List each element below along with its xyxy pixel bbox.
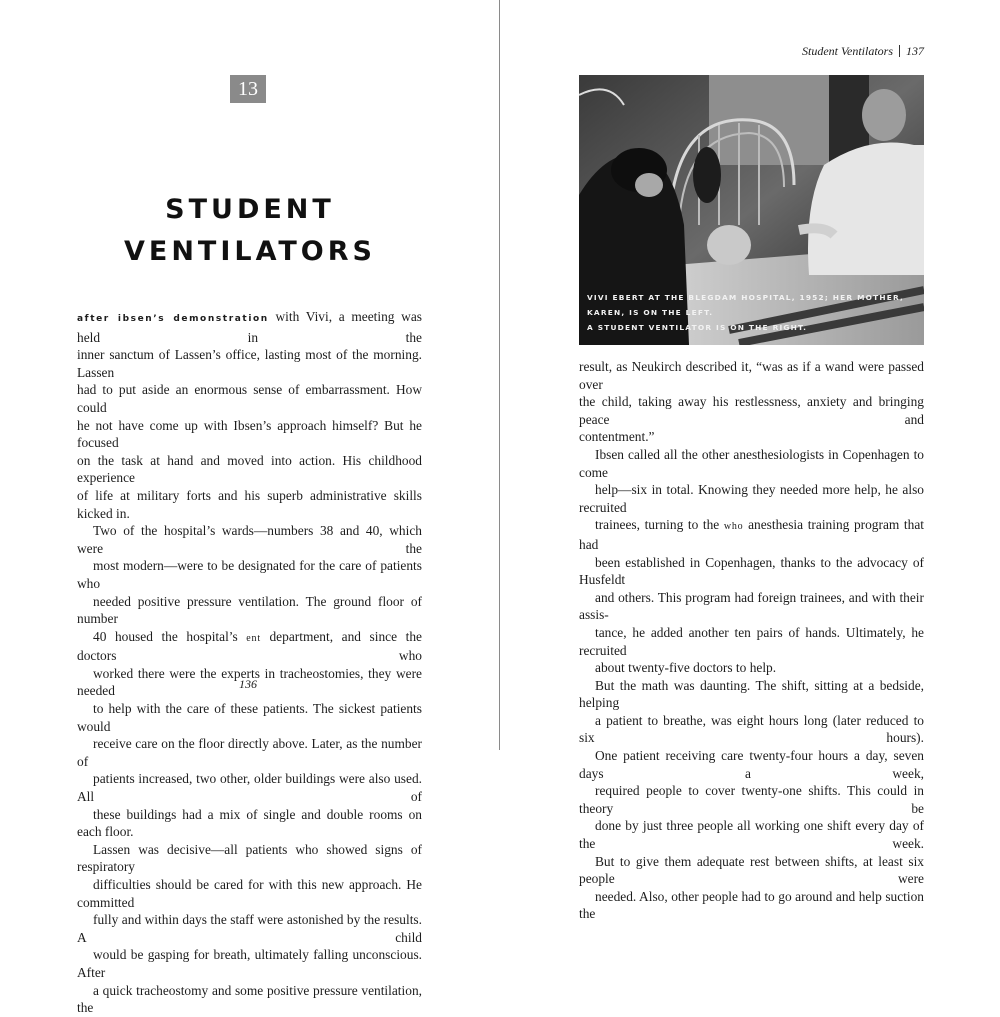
text-line: But the math was daunting. The shift, sitting at a bedside, helping [579, 677, 924, 711]
chapter-title-line-1: STUDENT [165, 194, 335, 225]
paragraph [579, 446, 924, 677]
text-line: needed positive pressure ventilation. The ground floor of number [77, 593, 422, 627]
chapter-title-line-2: VENTILATORS [123, 236, 376, 267]
left-body-text [77, 308, 422, 1017]
text-line: a patient to breathe, was eight hours long (later reduced to six hours). [579, 712, 924, 746]
right-body-text [579, 358, 924, 923]
text-line: patients increased, two other, older buildings were also used. All of [77, 771, 422, 805]
running-head-separator [899, 45, 900, 57]
text-line: about twenty-five doctors to help. [595, 660, 777, 676]
running-head [802, 44, 924, 59]
text-line: had to put aside an enormous sense of embarrassment. How could [77, 382, 422, 415]
text-line: One patient receiving care twenty-four hours a day, seven days a week, [579, 748, 924, 781]
text-line: a quick tracheostomy and some positive pressure ventilation, the [77, 982, 422, 1016]
chapter-number: 13 [238, 78, 258, 100]
text-line: But to give them adequate rest between shifts, at least six people were [579, 853, 924, 887]
text-line: Two of the hospital’s wards—numbers 38 and 40, which were the [77, 523, 422, 556]
text-line: receive care on the floor directly above. Later, as the number of [77, 736, 422, 769]
chapter-number-badge [230, 75, 266, 103]
text-line: been established in Copenhagen, thanks to the advocacy of Husfeldt [579, 554, 924, 588]
paragraph [579, 358, 924, 446]
text-line: and others. This program had foreign trainees, and with their assis- [579, 589, 924, 623]
text-line: of life at military forts and his superb administrative skills kicked in. [77, 487, 422, 521]
photo-caption-line-2: A STUDENT VENTILATOR IS ON THE RIGHT. [587, 323, 808, 332]
text-line: on the task at hand and moved into action. His childhood experience [77, 452, 422, 486]
text-line: result, as Neukirch described it, “was as if a wand were passed over [579, 359, 924, 392]
text-line: trainees, turning to the who anesthesia training program that had [579, 517, 924, 552]
lead-in-smallcaps: after ibsen’s demonstration [77, 314, 269, 324]
text-line: after ibsen’s demonstration with Vivi, a meeting was held in the [77, 309, 422, 345]
text-line: fully and within days the staff were astonished by the results. A child [77, 912, 422, 945]
text-line: tance, he added another ten pairs of hands. Ultimately, he recruited [579, 624, 924, 658]
page-number-left: 136 [239, 677, 257, 691]
text-line: to help with the care of these patients. The sickest patients would [77, 701, 422, 734]
text-line: inner sanctum of Lassen’s office, lasting most of the morning. Lassen [77, 347, 422, 380]
paragraph [77, 841, 422, 1017]
text-line: required people to cover twenty-one shifts. This could in theory be [579, 783, 924, 816]
text-line: done by just three people all working one shift every day of the week. [579, 818, 924, 852]
text-line: needed. Also, other people had to go around and help suction the [579, 888, 924, 922]
paragraph [77, 308, 422, 522]
text-line: worked there were the experts in tracheostomies, they were needed [77, 665, 422, 699]
text-line: difficulties should be cared for with this new approach. He committed [77, 877, 422, 910]
text-line: contentment.” [579, 429, 655, 445]
paragraph [579, 677, 924, 923]
smallcaps-ent: ent [246, 632, 261, 644]
text-line: these buildings had a mix of single and double rooms on each floor. [77, 806, 422, 840]
text-line: would be gasping for breath, ultimately falling unconscious. After [77, 947, 422, 980]
left-page [0, 0, 499, 1016]
running-head-title: Student Ventilators [802, 44, 893, 58]
hospital-photo [579, 75, 924, 345]
page-number-right: 137 [906, 44, 924, 58]
photo-caption [587, 290, 917, 335]
text-line: the child, taking away his restlessness, anxiety and bringing peace and [579, 394, 924, 427]
smallcaps-who: who [723, 521, 744, 533]
text-line: Ibsen called all the other anesthesiologists in Copenhagen to come [579, 446, 924, 480]
text-line: help—six in total. Knowing they needed more help, he also recruited [579, 482, 924, 515]
text-line: 40 housed the hospital’s ent department, and since the doctors who [77, 628, 422, 664]
text-line: he not have come up with Ibsen’s approach himself? But he focused [77, 417, 422, 451]
text-line: most modern—were to be designated for the care of patients who [77, 558, 422, 591]
text-line: Lassen was decisive—all patients who showed signs of respiratory [77, 841, 422, 875]
photo-caption-line-1: VIVI EBERT AT THE BLEGDAM HOSPITAL, 1952; HER MOTHER, KAREN, IS ON THE LEFT. [587, 293, 905, 317]
